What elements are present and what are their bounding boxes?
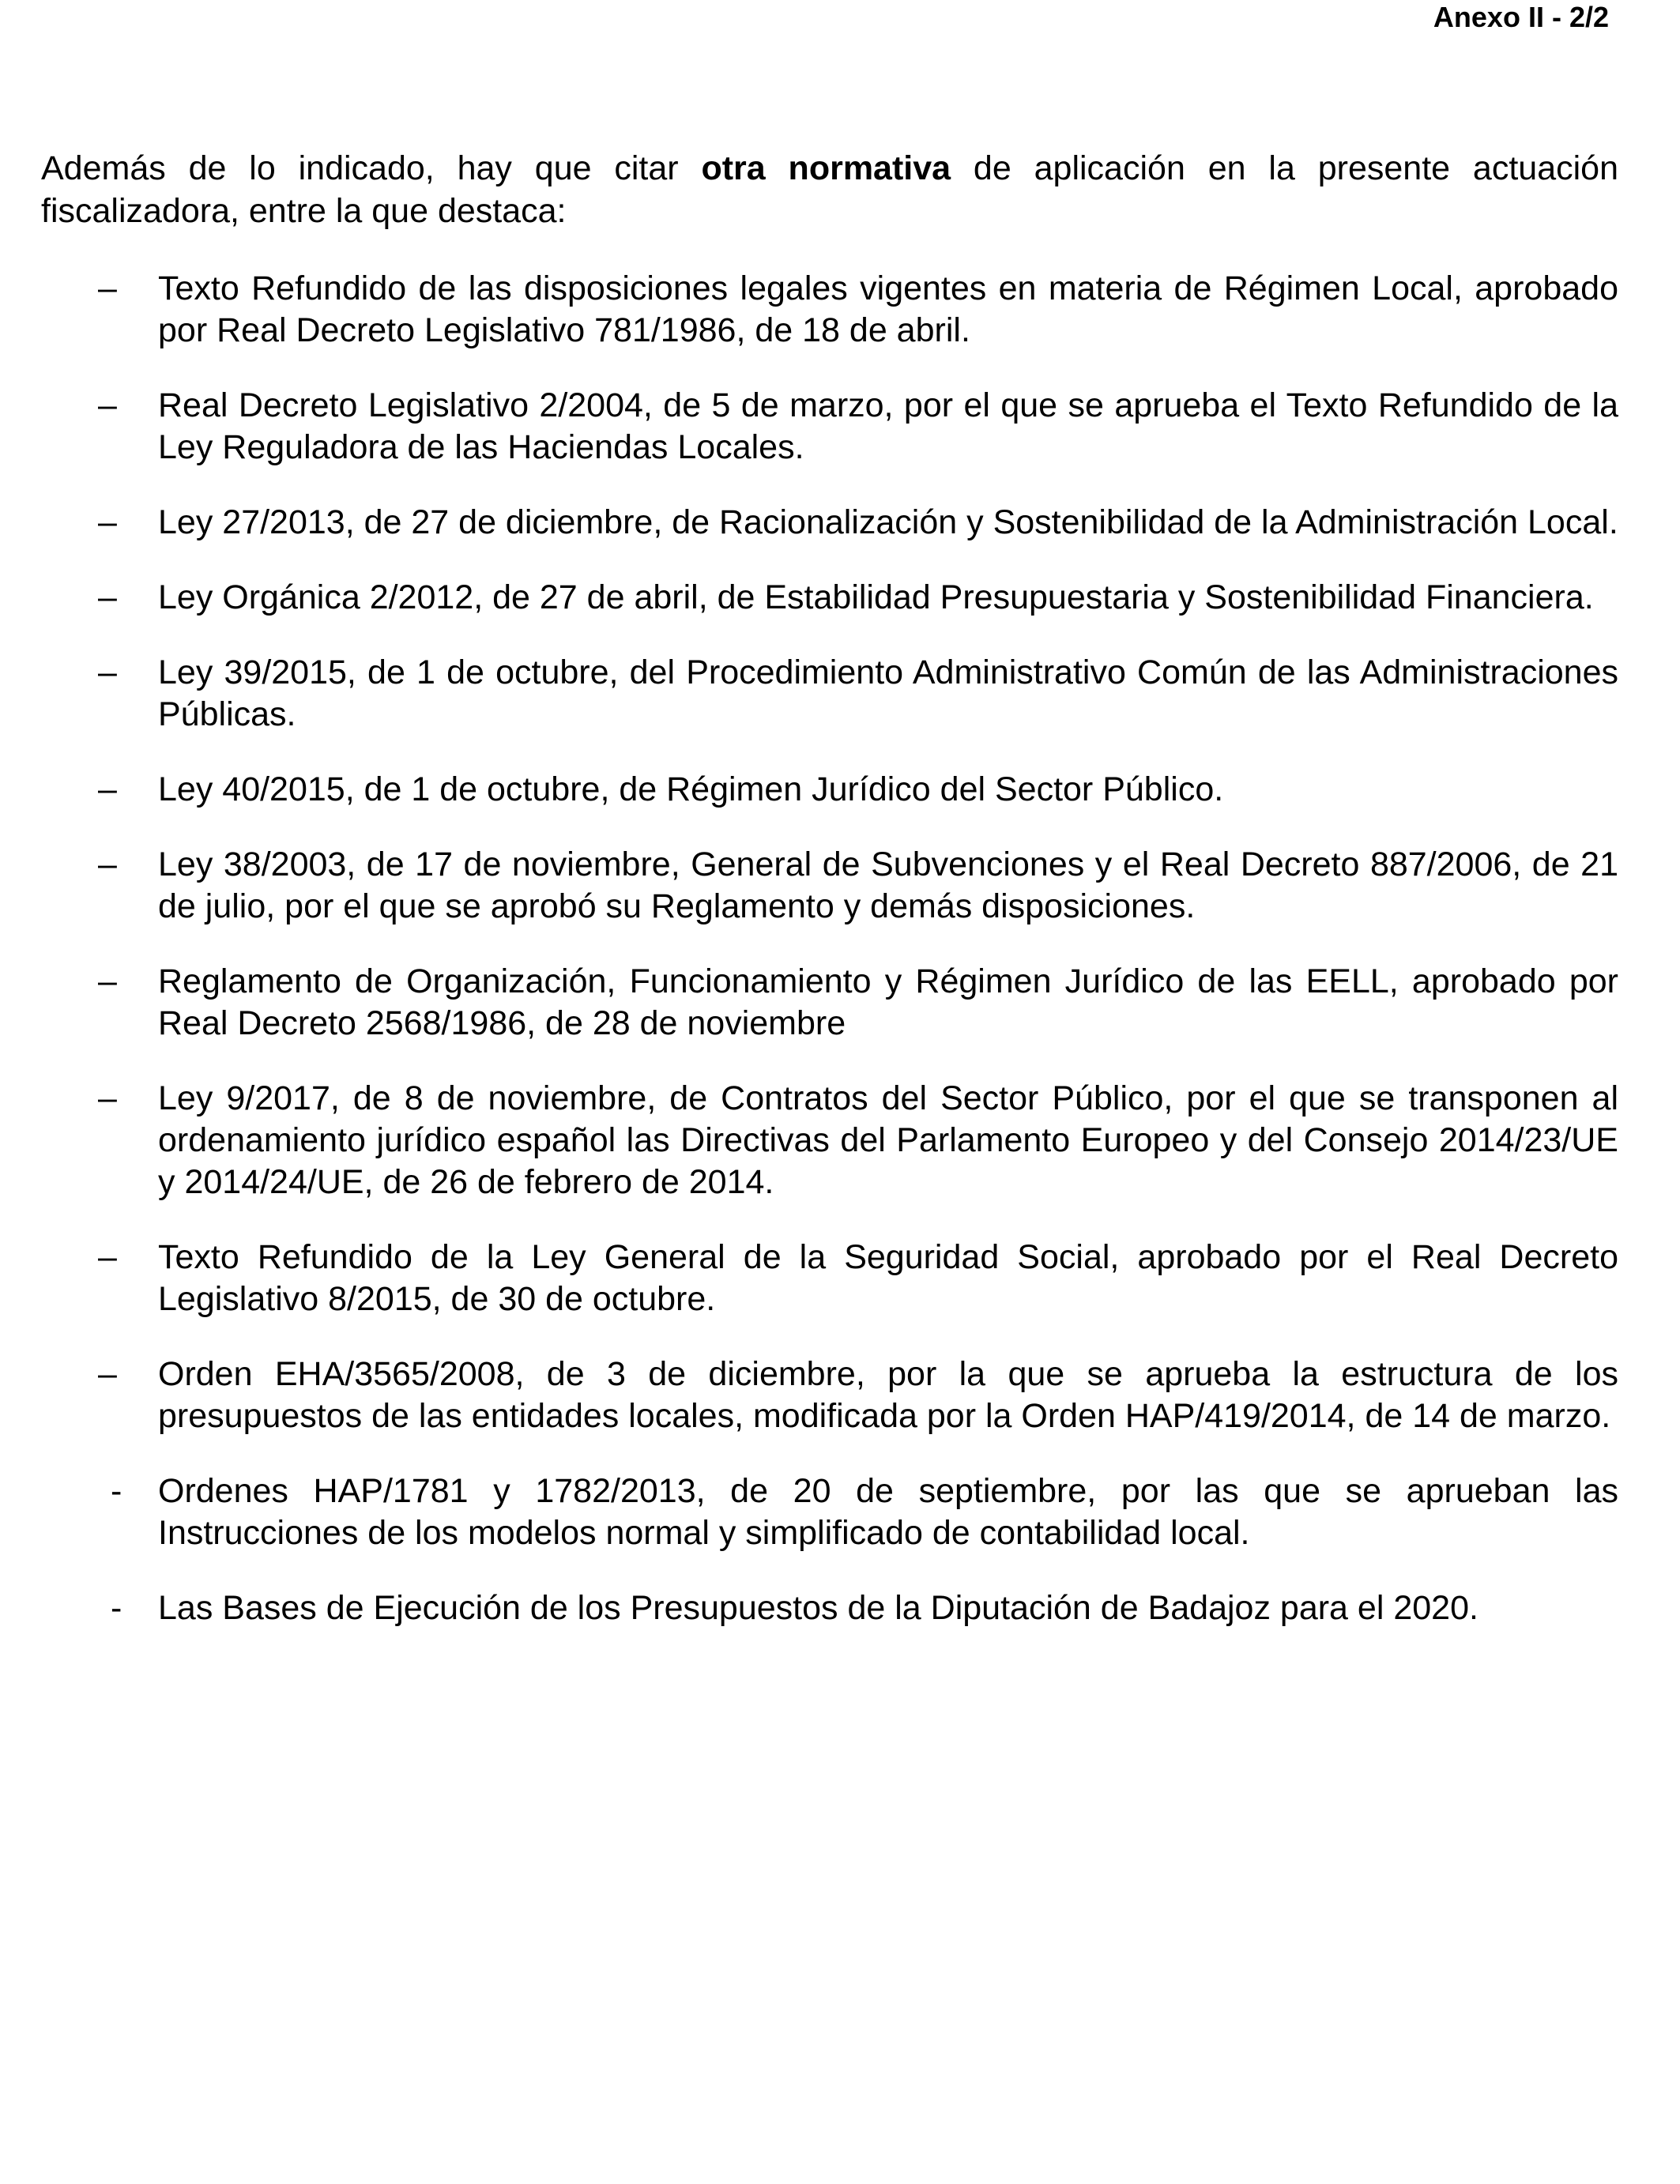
- dash-marker: –: [98, 386, 117, 424]
- dash-marker: –: [98, 1079, 117, 1117]
- list-item-text: Orden EHA/3565/2008, de 3 de diciembre, por la que se aprueba la estructura de los presupuestos de las entidades locales, modificada por la Orden HAP/419/2014, de 14 de marzo.: [158, 1355, 1618, 1435]
- dash-marker: –: [98, 845, 117, 883]
- annex-page-label: Anexo II - 2/2: [1433, 1, 1609, 33]
- list-item: [41, 385, 1618, 469]
- list-item: [41, 268, 1618, 352]
- list-item-text: Ley 38/2003, de 17 de noviembre, General de Subvenciones y el Real Decreto 887/2006, de 21 de julio, por el que se aprobó su Reglamento y demás disposiciones.: [158, 845, 1618, 925]
- list-item: [41, 502, 1618, 544]
- dash-marker: –: [98, 653, 117, 691]
- list-item-text: Ley 40/2015, de 1 de octubre, de Régimen Jurídico del Sector Público.: [158, 770, 1224, 808]
- document-body: [41, 147, 1618, 1662]
- dash-marker: -: [111, 1472, 122, 1510]
- list-item: [41, 961, 1618, 1045]
- list-item: [41, 1470, 1618, 1554]
- dash-marker: –: [98, 503, 117, 541]
- list-item: [41, 577, 1618, 619]
- dash-marker: -: [111, 1589, 122, 1627]
- list-item-text: Texto Refundido de la Ley General de la Seguridad Social, aprobado por el Real Decreto Legislativo 8/2015, de 30 de octubre.: [158, 1238, 1618, 1318]
- intro-bold-term: otra normativa: [701, 149, 951, 187]
- dash-marker: –: [98, 962, 117, 1000]
- dash-marker: –: [98, 770, 117, 808]
- dash-marker: –: [98, 1238, 117, 1276]
- intro-text-before: Además de lo indicado, hay que citar: [41, 149, 702, 187]
- list-item-text: Ley Orgánica 2/2012, de 27 de abril, de Estabilidad Presupuestaria y Sostenibilidad Financiera.: [158, 578, 1594, 616]
- list-item-text: Ley 27/2013, de 27 de diciembre, de Racionalización y Sostenibilidad de la Administración Local.: [158, 503, 1618, 541]
- regulations-list: [41, 268, 1618, 1629]
- list-item-text: Real Decreto Legislativo 2/2004, de 5 de marzo, por el que se aprueba el Texto Refundido de la Ley Reguladora de las Haciendas Locales.: [158, 386, 1618, 466]
- list-item-text: Ley 9/2017, de 8 de noviembre, de Contratos del Sector Público, por el que se transponen al ordenamiento jurídico español las Directivas del Parlamento Europeo y del Consejo 2014/23/UE y 2014/24/UE, de 26 de febrero de 2014.: [158, 1079, 1618, 1201]
- dash-marker: –: [98, 1355, 117, 1393]
- dash-marker: –: [98, 269, 117, 307]
- list-item: [41, 1078, 1618, 1203]
- list-item: [41, 769, 1618, 811]
- list-item-text: Texto Refundido de las disposiciones legales vigentes en materia de Régimen Local, aprobado por Real Decreto Legislativo 781/1986, de 18 de abril.: [158, 269, 1618, 349]
- intro-text-after: de aplicación en la presente actuación fiscalizadora, entre la que destaca:: [41, 149, 1618, 230]
- list-item: [41, 652, 1618, 736]
- dash-marker: –: [98, 578, 117, 616]
- list-item: [41, 1354, 1618, 1437]
- intro-paragraph: [41, 147, 1618, 232]
- list-item: [41, 1237, 1618, 1320]
- list-item-text: Ley 39/2015, de 1 de octubre, del Procedimiento Administrativo Común de las Administraciones Públicas.: [158, 653, 1618, 733]
- list-item: [41, 1587, 1618, 1629]
- list-item: [41, 844, 1618, 928]
- list-item-text: Reglamento de Organización, Funcionamiento y Régimen Jurídico de las EELL, aprobado por Real Decreto 2568/1986, de 28 de noviembre: [158, 962, 1618, 1042]
- list-item-text: Ordenes HAP/1781 y 1782/2013, de 20 de septiembre, por las que se aprueban las Instrucciones de los modelos normal y simplificado de contabilidad local.: [158, 1472, 1618, 1552]
- list-item-text: Las Bases de Ejecución de los Presupuestos de la Diputación de Badajoz para el 2020.: [158, 1589, 1478, 1627]
